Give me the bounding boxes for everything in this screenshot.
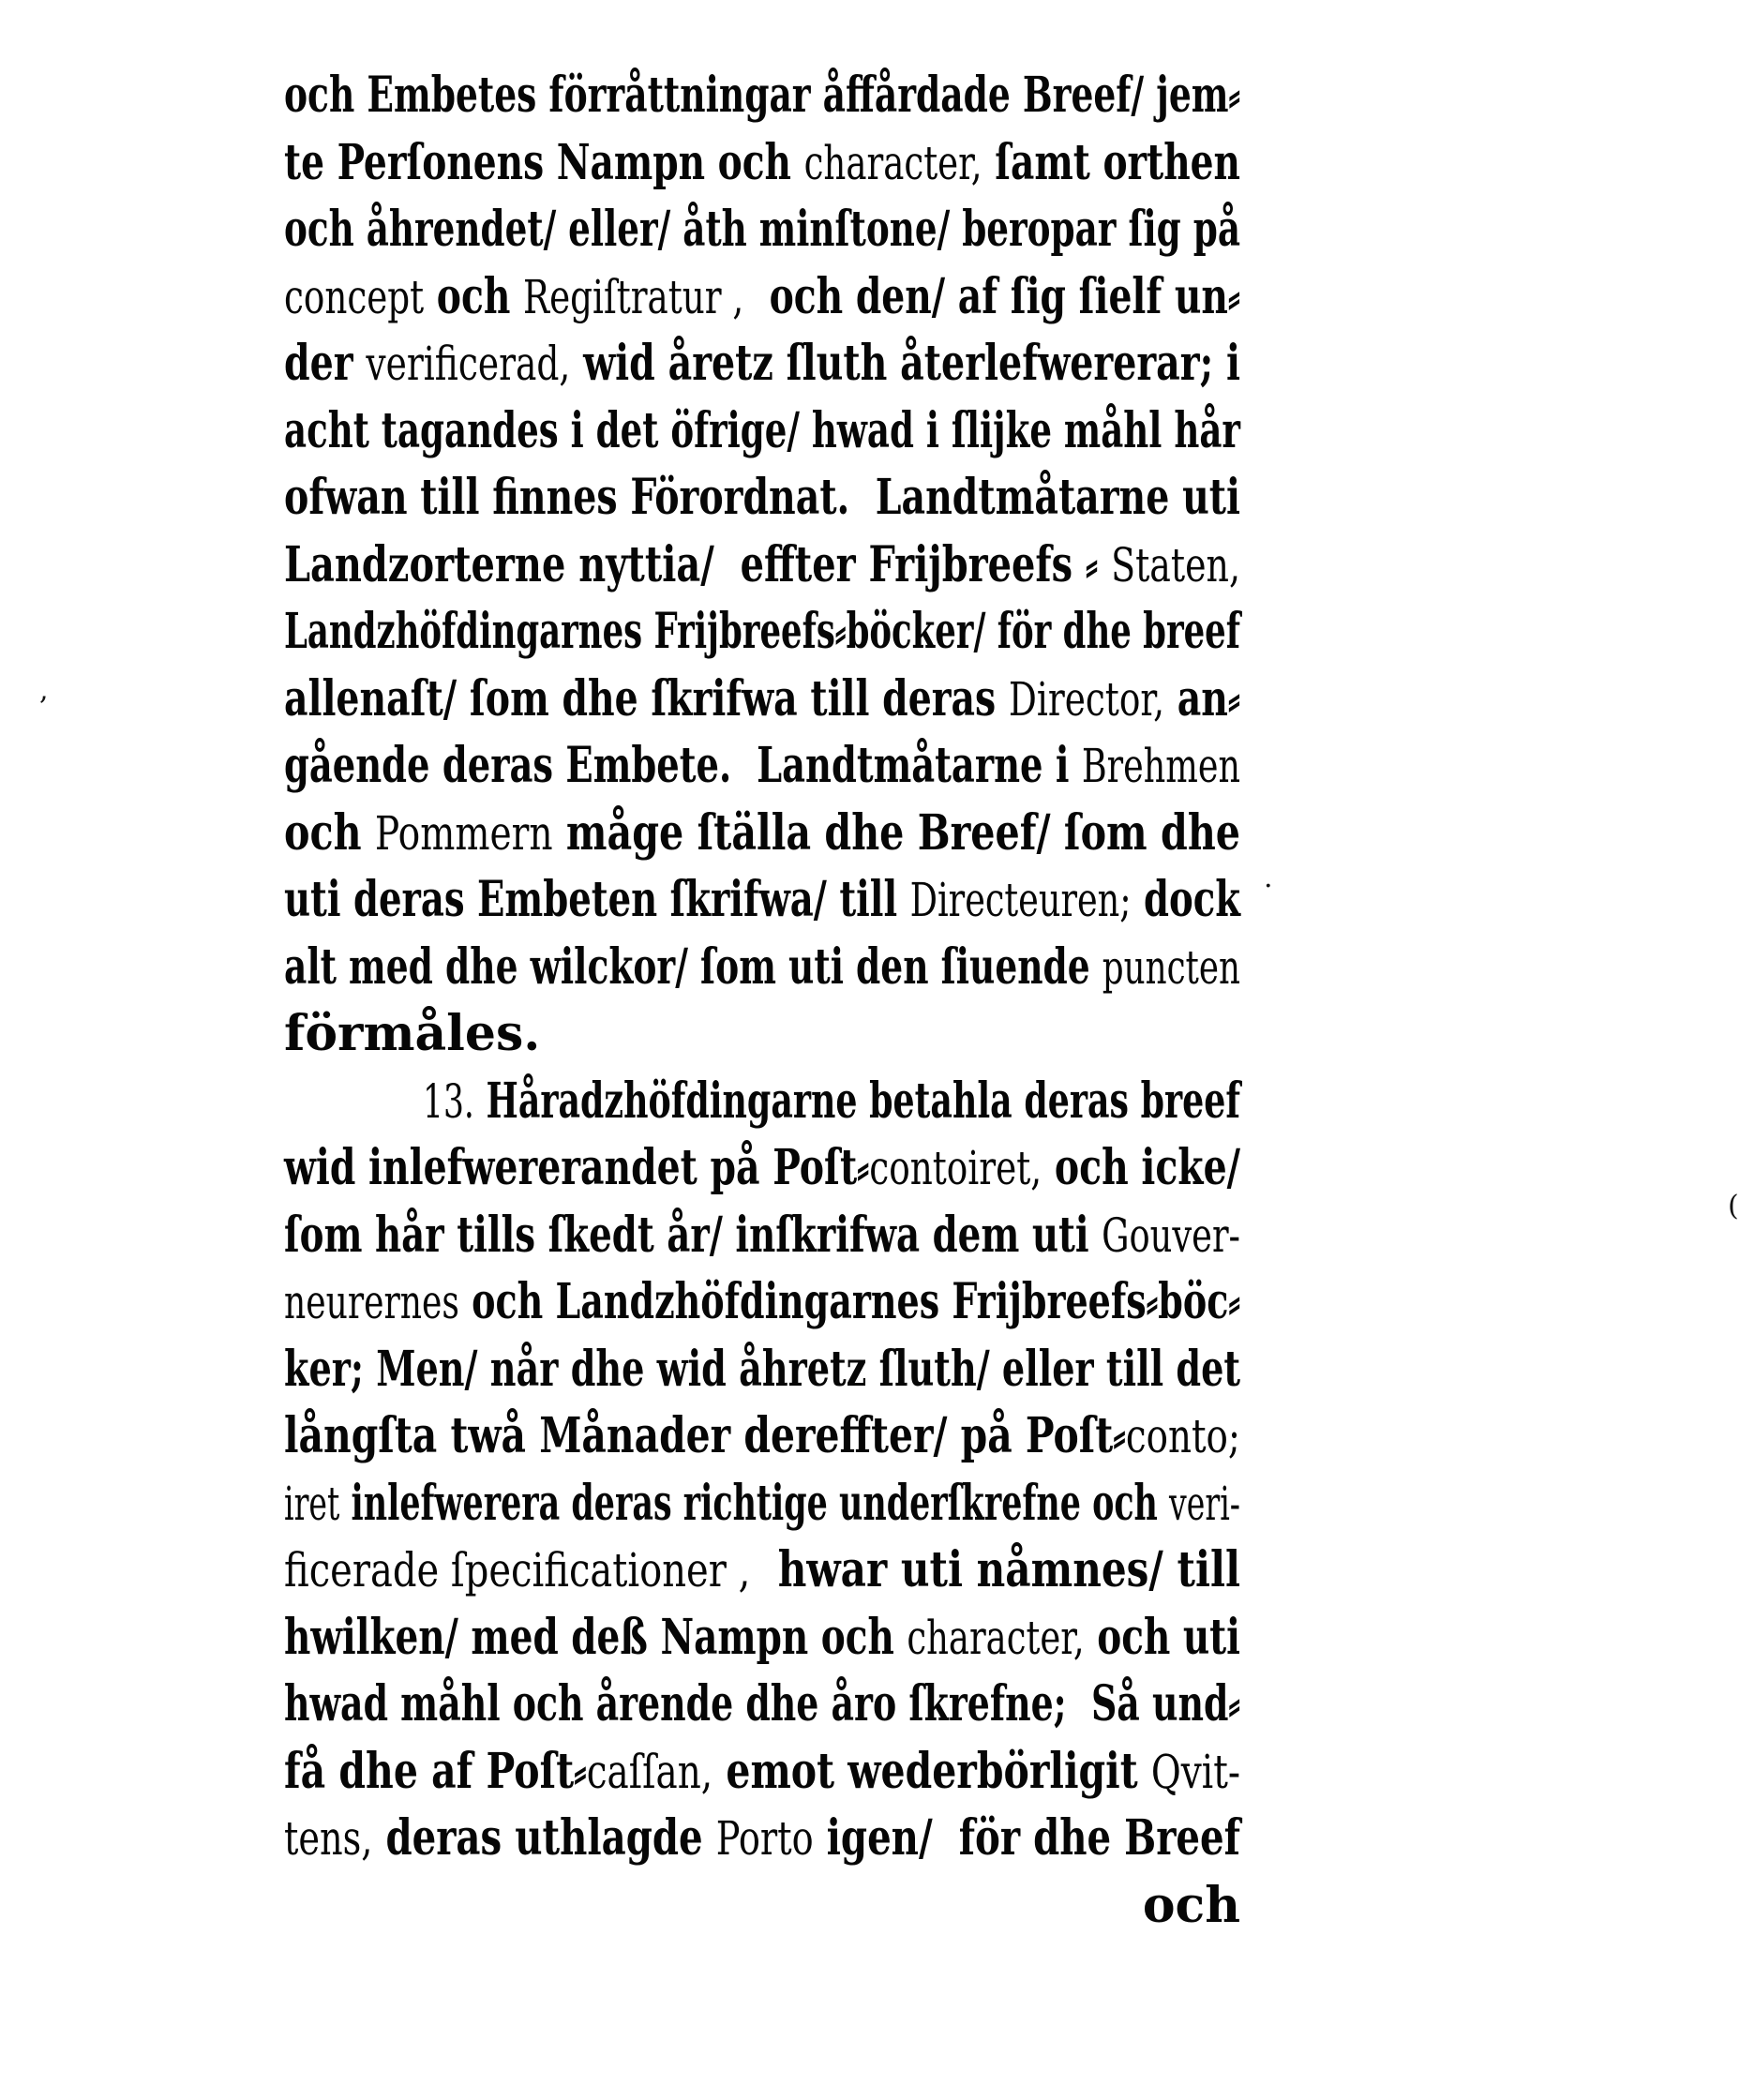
catchword xyxy=(284,1872,1240,1940)
text-line-content xyxy=(284,464,1240,532)
blackletter-text: hwad måhl och årende dhe åro ſkrefne; Så und⸗ xyxy=(284,1675,1240,1732)
antiqua-text: character, xyxy=(907,1610,1085,1665)
text-line-content xyxy=(284,598,1240,667)
blackletter-text: långſta twå Månader dereffter/ på Poſt⸗ xyxy=(284,1407,1126,1464)
antiqua-text: tens, xyxy=(284,1811,373,1866)
antiqua-text: Staten, xyxy=(1111,537,1240,592)
text-line-content xyxy=(284,732,1240,801)
text-line-26 xyxy=(284,1738,1240,1806)
text-line-6 xyxy=(284,398,1240,465)
text-line-content xyxy=(284,1202,1240,1270)
text-line-content xyxy=(284,1134,1240,1203)
blackletter-text: ſamt orthen xyxy=(982,133,1240,191)
text-line-content xyxy=(284,1000,540,1069)
blackletter-text: uti deras Embeten ſkrifwa/ till xyxy=(284,871,910,928)
text-line-content xyxy=(423,1068,1240,1136)
text-line-12 xyxy=(284,800,1240,867)
text-line-content xyxy=(284,1738,1240,1807)
antiqua-text: puncten xyxy=(1102,939,1240,995)
blackletter-text: och åhrendet/ eller/ åth minſtone/ beropar ſig på xyxy=(284,201,1240,258)
blackletter-text: Landzhöfdingarnes Frijbreefs⸗böcker/ för dhe breef xyxy=(284,603,1240,660)
blackletter-text: hwar uti nåmnes/ till xyxy=(750,1541,1240,1598)
blackletter-text: och xyxy=(424,267,524,325)
blackletter-text: hwilken/ med deß Nampn och xyxy=(284,1608,908,1666)
text-line-content xyxy=(284,1470,1240,1538)
text-line-content xyxy=(284,129,1240,198)
text-line-content xyxy=(284,196,1240,264)
antiqua-text: Qvit- xyxy=(1150,1744,1240,1799)
antiqua-text: Gouver- xyxy=(1102,1208,1240,1263)
text-line-20 xyxy=(284,1336,1240,1403)
blackletter-text: igen/ för dhe Breef xyxy=(813,1809,1240,1867)
antiqua-text: neurernes xyxy=(284,1275,459,1329)
text-line-content xyxy=(284,532,1240,600)
blackletter-text: wid åretz ſluth återlefwererar; i xyxy=(570,335,1240,392)
blackletter-text: an⸗ xyxy=(1164,669,1240,728)
blackletter-text: Håradzhöfdingarne betahla deras breef xyxy=(473,1072,1240,1130)
text-line-content xyxy=(284,1402,1240,1471)
text-line-9 xyxy=(284,598,1240,666)
ink-speck: ( xyxy=(1728,1190,1739,1222)
text-line-content xyxy=(284,1268,1240,1337)
blackletter-text: och icke/ xyxy=(1042,1139,1240,1196)
antiqua-text: 13. xyxy=(423,1073,474,1129)
blackletter-text: allenaſt/ ſom dhe ſkrifwa till deras xyxy=(284,669,1009,728)
ink-speck: . xyxy=(1264,862,1273,894)
blackletter-text: och Embetes förråttningar åffårdade Breef/ jem⸗ xyxy=(284,67,1240,124)
text-line-content xyxy=(284,1671,1240,1739)
antiqua-text: ficerade ſpecificationer , xyxy=(284,1543,751,1598)
blackletter-text: ofwan till finnes Förordnat. Landtmåtarne uti xyxy=(284,469,1240,526)
text-line-23 xyxy=(284,1537,1240,1604)
text-line-2 xyxy=(284,129,1240,197)
text-block xyxy=(284,62,1240,1939)
text-line-19 xyxy=(284,1268,1240,1336)
text-line-25 xyxy=(284,1671,1240,1738)
text-line-content xyxy=(284,1537,1240,1605)
text-line-content xyxy=(284,398,1240,466)
text-line-content xyxy=(284,1336,1240,1404)
text-line-1 xyxy=(284,62,1240,129)
blackletter-text: deras uthlagde xyxy=(372,1809,716,1867)
text-line-content xyxy=(284,62,1240,130)
text-line-3 xyxy=(284,196,1240,263)
text-line-content xyxy=(284,263,1240,332)
text-line-content xyxy=(284,866,1240,935)
text-line-17 xyxy=(284,1134,1240,1202)
text-line-13 xyxy=(284,866,1240,934)
blackletter-text: emot wederbörligit xyxy=(712,1742,1151,1800)
text-line-5 xyxy=(284,330,1240,398)
blackletter-text: ſom hår tills ſkedt år/ inſkrifwa dem uti xyxy=(284,1206,1102,1264)
blackletter-text: dock xyxy=(1131,871,1240,928)
antiqua-text: character, xyxy=(803,135,982,190)
antiqua-text: Pommern xyxy=(374,805,553,861)
text-line-21 xyxy=(284,1402,1240,1470)
blackletter-text: alt med dhe wilckor/ ſom uti den ſiuende xyxy=(284,938,1102,996)
text-line-22 xyxy=(284,1470,1240,1538)
text-line-27 xyxy=(284,1805,1240,1872)
blackletter-text: och xyxy=(1142,1876,1240,1934)
antiqua-text: contoiret, xyxy=(869,1141,1042,1195)
blackletter-text: te Perſonens Nampn och xyxy=(284,133,804,191)
antiqua-text: Regiſtratur , xyxy=(523,269,744,324)
blackletter-text: inlefwerera deras richtige underſkrefne och xyxy=(339,1474,1170,1532)
blackletter-text: ker; Men/ når dhe wid åhretz ſluth/ eller till det xyxy=(284,1340,1240,1398)
blackletter-text: wid inlefwererandet på Poſt⸗ xyxy=(284,1139,870,1196)
blackletter-text: och den/ af ſig ſielf un⸗ xyxy=(743,267,1240,325)
antiqua-text: Directeuren; xyxy=(909,873,1132,927)
text-line-content xyxy=(284,666,1240,734)
text-line-16 xyxy=(284,1068,1240,1135)
antiqua-text: concept xyxy=(284,269,425,324)
blackletter-text: och uti xyxy=(1084,1608,1240,1666)
text-line-8 xyxy=(284,532,1240,599)
text-line-14 xyxy=(284,934,1240,1001)
text-line-content xyxy=(284,330,1240,398)
blackletter-text: och xyxy=(284,803,375,862)
blackletter-text: Landzorterne nyttia/ effter Frijbreefs ⸗ xyxy=(284,535,1112,593)
blackletter-text: acht tagandes i det öfrige/ hwad i ſlijke måhl hår xyxy=(284,401,1240,459)
antiqua-text: iret xyxy=(284,1476,340,1531)
blackletter-text: och Landzhöfdingarnes Frijbreefs⸗böc⸗ xyxy=(458,1273,1240,1330)
blackletter-text: få dhe af Poſt⸗ xyxy=(284,1742,587,1800)
ink-speck: , xyxy=(39,674,49,707)
antiqua-text: caſſan, xyxy=(586,1744,713,1799)
text-line-content xyxy=(284,1805,1240,1873)
antiqua-text: verificerad, xyxy=(366,337,571,391)
antiqua-text: veri- xyxy=(1169,1476,1240,1531)
text-line-10 xyxy=(284,666,1240,733)
text-line-content xyxy=(1143,1872,1240,1941)
blackletter-text: måge ſtälla dhe Breef/ ſom dhe xyxy=(552,803,1240,862)
blackletter-text: der xyxy=(284,335,367,392)
text-line-18 xyxy=(284,1202,1240,1269)
antiqua-text: Brehmen xyxy=(1081,739,1240,793)
text-line-24 xyxy=(284,1604,1240,1672)
antiqua-text: Director, xyxy=(1008,671,1165,727)
text-line-7 xyxy=(284,464,1240,532)
antiqua-text: Porto xyxy=(715,1811,814,1866)
text-line-content xyxy=(284,1604,1240,1672)
text-line-4 xyxy=(284,263,1240,331)
text-line-15 xyxy=(284,1000,1240,1068)
text-line-content xyxy=(284,934,1240,1002)
antiqua-text: conto; xyxy=(1125,1409,1240,1463)
text-line-content xyxy=(284,800,1240,868)
text-line-11 xyxy=(284,732,1240,800)
blackletter-text: förmåles. xyxy=(284,1005,541,1062)
blackletter-text: gående deras Embete. Landtmåtarne i xyxy=(284,737,1082,794)
